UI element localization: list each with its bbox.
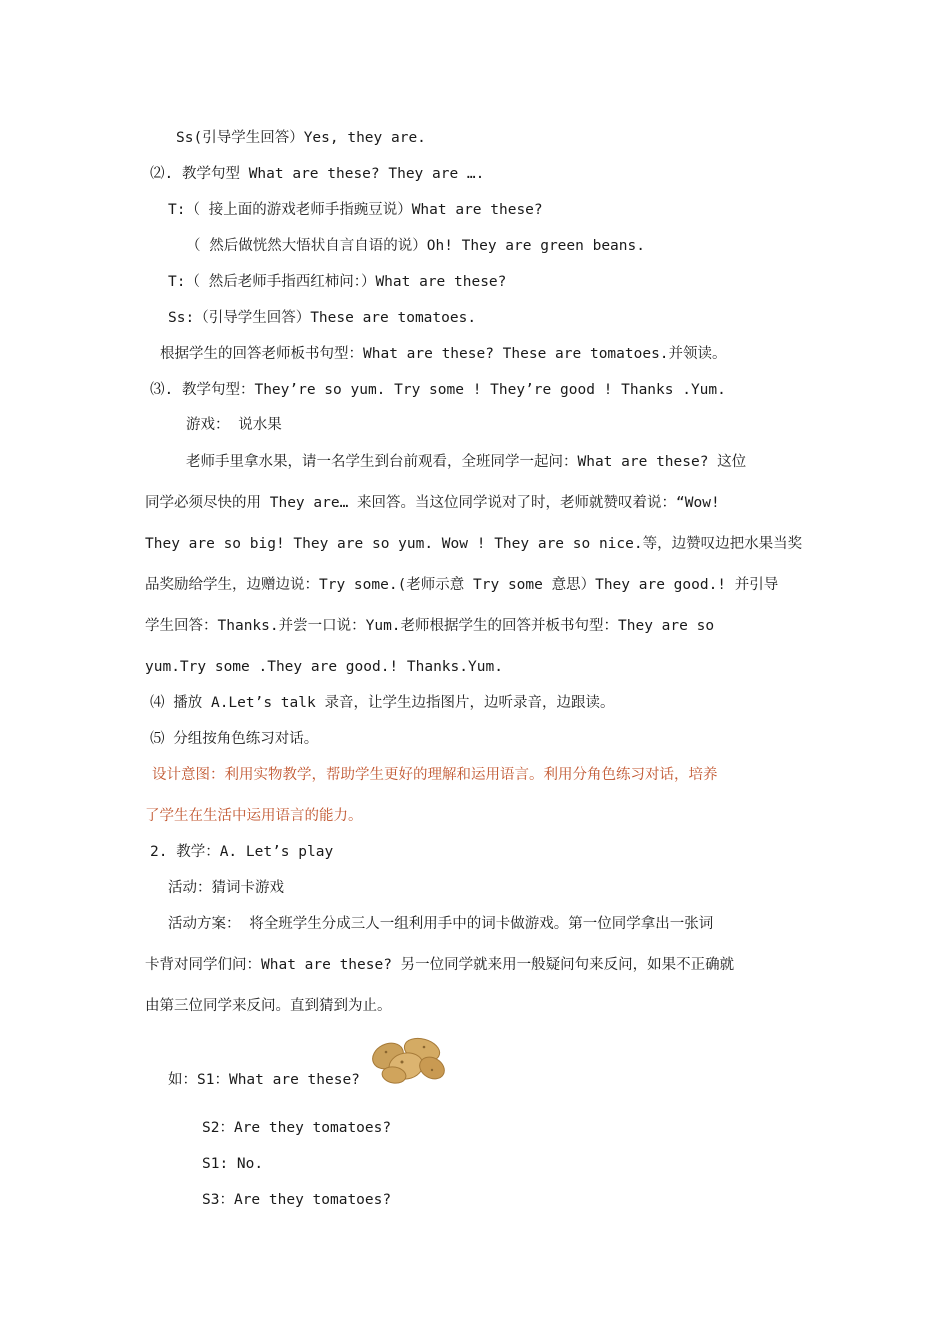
line-step-3-heading: ⑶. 教学句型：They’re so yum. Try some ! They’re good ! Thanks .Yum. [150, 382, 726, 398]
line-example-s1: 如：S1：What are these? [168, 1072, 360, 1088]
paragraph-line: 同学必须尽快的用 They are… 来回答。当这位同学说对了时，老师就赞叹着说：“Wow! [145, 495, 720, 511]
paragraph-line: 品奖励给学生，边赠边说：Try some.(老师示意 Try some 意思）They are good.! 并引导 [145, 577, 779, 593]
line-game-title: 游戏： 说水果 [186, 417, 282, 433]
line-example-s3: S3：Are they tomatoes? [202, 1192, 392, 1208]
line-teacher-points-beans: T:（ 接上面的游戏老师手指豌豆说）What are these? [168, 202, 543, 218]
paragraph-line: 活动方案： 将全班学生分成三人一组利用手中的词卡做游戏。第一位同学拿出一张词 [168, 916, 714, 932]
line-ss-tomatoes: Ss:（引导学生回答）These are tomatoes. [168, 310, 477, 326]
line-example-s2: S2：Are they tomatoes? [202, 1120, 392, 1136]
paragraph-line: 学生回答：Thanks.并尝一口说：Yum.老师根据学生的回答并板书句型：They are so [145, 618, 715, 634]
line-section-2-heading: 2. 教学：A. Let’s play [150, 844, 334, 860]
line-ss-answer: Ss(引导学生回答）Yes, they are. [176, 130, 426, 146]
line-green-beans: （ 然后做恍然大悟状自言自语的说）Oh! They are green beans. [186, 238, 645, 254]
line-activity: 活动：猜词卡游戏 [168, 880, 284, 896]
paragraph-line: 老师手里拿水果，请一名学生到台前观看，全班同学一起问：What are these? 这位 [186, 454, 747, 470]
line-step-5: ⑸ 分组按角色练习对话。 [150, 731, 319, 747]
line-blackboard-sentence: 根据学生的回答老师板书句型：What are these? These are tomatoes.并领读。 [160, 346, 727, 362]
design-intent-line: 了学生在生活中运用语言的能力。 [145, 808, 363, 824]
paragraph-line: yum.Try some .They are good.! Thanks.Yum. [145, 659, 503, 675]
line-example-s1-no: S1: No. [202, 1156, 264, 1172]
line-step-2-heading: ⑵. 教学句型 What are these? They are …. [150, 166, 485, 182]
paragraph-line: 由第三位同学来反问。直到猜到为止。 [145, 998, 392, 1014]
paragraph-line: They are so big! They are so yum. Wow ! They are so nice.等，边赞叹边把水果当奖 [145, 536, 803, 552]
paragraph-line: 卡背对同学们问：What are these? 另一位同学就来用一般疑问句来反问，如果不正确就 [145, 957, 735, 973]
potatoes-image [366, 1030, 450, 1088]
line-teacher-points-tomatoes: T:（ 然后老师手指西红柿问：）What are these? [168, 274, 507, 290]
line-step-4: ⑷ 播放 A.Let’s talk 录音，让学生边指图片，边听录音，边跟读。 [150, 695, 615, 711]
design-intent-line: 设计意图：利用实物教学，帮助学生更好的理解和运用语言。利用分角色练习对话，培养 [152, 767, 718, 783]
